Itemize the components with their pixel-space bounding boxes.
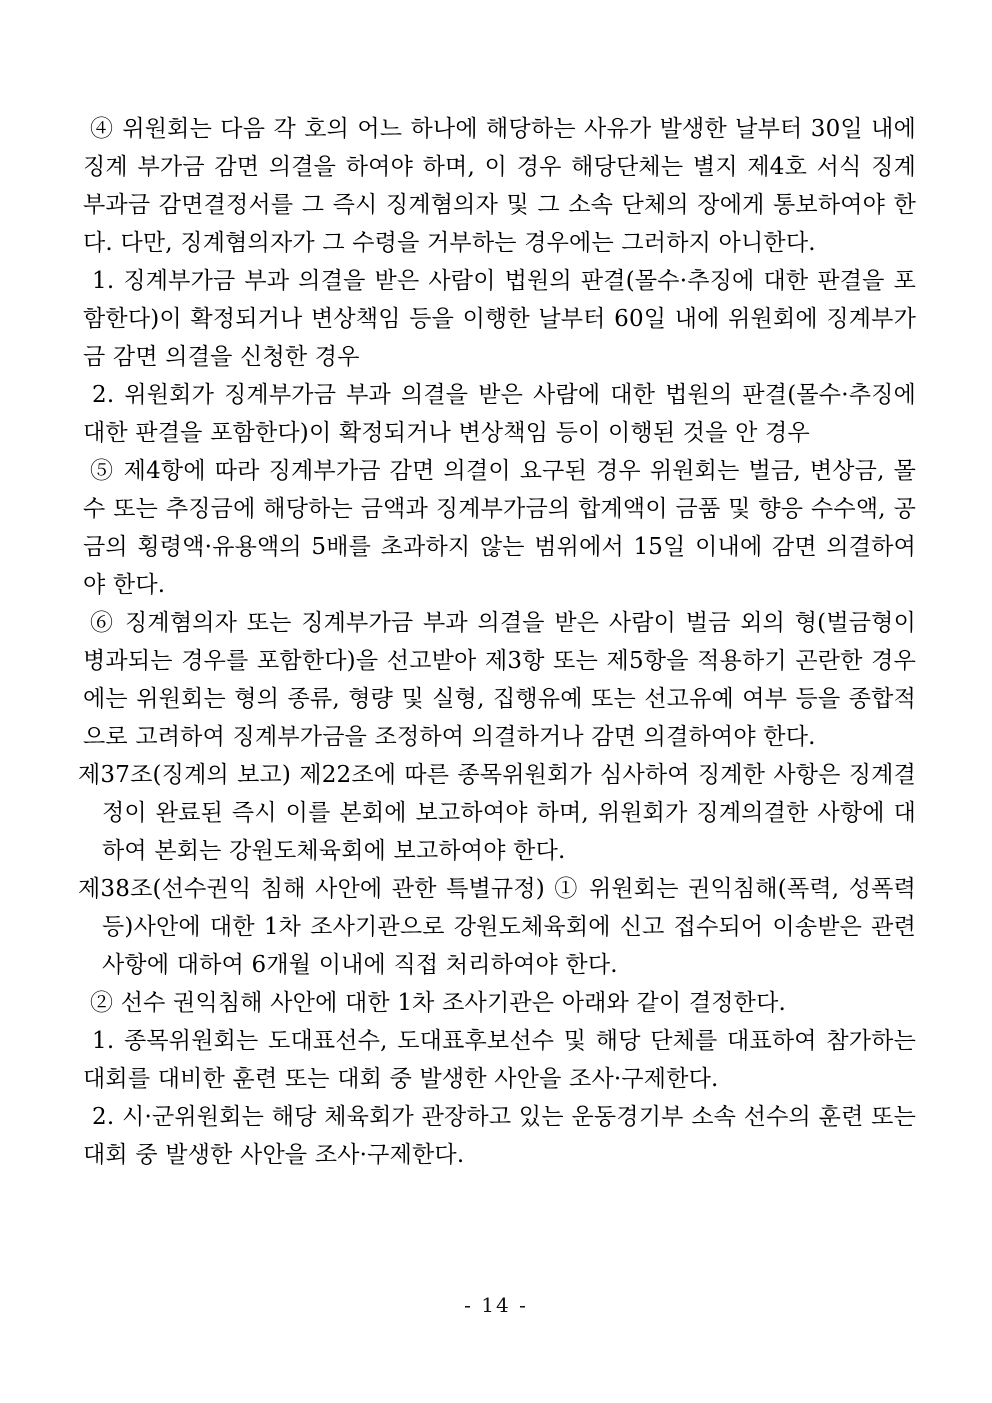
paragraph-item-1b: 1. 종목위원회는 도대표선수, 도대표후보선수 및 해당 단체를 대표하여 참가하는 대회를 대비한 훈련 또는 대회 중 발생한 사안을 조사·구제한다. [83, 1028, 916, 1092]
paragraph-clause-6: ⑥ 징계혐의자 또는 징계부가금 부과 의결을 받은 사람이 벌금 외의 형(벌금형이 병과되는 경우를 포함한다)을 선고받아 제3항 또는 제5항을 적용하기 곤란한 경우에는 위원회는 형의 종류, 형량 및 실형, 집행유예 또는 선고유예 여부 등을 종합적으로 고려하여 징계부가금을 조정하여 의결하거나 감면 의결하여야 한다. [83, 610, 916, 750]
document-body [78, 110, 916, 1174]
paragraph-clause-5: ⑤ 제4항에 따라 징계부가금 감면 의결이 요구된 경우 위원회는 벌금, 변상금, 몰수 또는 추징금에 해당하는 금액과 징계부가금의 합계액이 금품 및 향응 수수액, 공금의 횡령액·유용액의 5배를 초과하지 않는 범위에서 15일 이내에 감면 의결하여야 한다. [83, 458, 916, 598]
paragraph-item-2b: 2. 시·군위원회는 해당 체육회가 관장하고 있는 운동경기부 소속 선수의 훈련 또는 대회 중 발생한 사안을 조사·구제한다. [83, 1104, 916, 1168]
paragraph-item-1: 1. 징계부가금 부과 의결을 받은 사람이 법원의 판결(몰수·추징에 대한 판결을 포함한다)이 확정되거나 변상책임 등을 이행한 날부터 60일 내에 위원회에 징계부가금 감면 의결을 신청한 경우 [83, 268, 916, 370]
page-number: - 14 - [464, 1293, 528, 1317]
paragraph-clause-2: ② 선수 권익침해 사안에 대한 1차 조사기관은 아래와 같이 결정한다. [90, 990, 787, 1016]
paragraph-article-38: 제38조(선수권익 침해 사안에 관한 특별규정) ① 위원회는 권익침해(폭력, 성폭력 등)사안에 대한 1차 조사기관으로 강원도체육회에 신고 접수되어 이송받은 관련 사항에 대하여 6개월 이내에 직접 처리하여야 한다. [78, 876, 916, 978]
paragraph-clause-4: ④ 위원회는 다음 각 호의 어느 하나에 해당하는 사유가 발생한 날부터 30일 내에 징계 부가금 감면 의결을 하여야 하며, 이 경우 해당단체는 별지 제4호 서식 징계 부과금 감면결정서를 그 즉시 징계혐의자 및 그 소속 단체의 장에게 통보하여야 한다. 다만, 징계혐의자가 그 수령을 거부하는 경우에는 그러하지 아니한다. [83, 116, 916, 256]
paragraph-item-2: 2. 위원회가 징계부가금 부과 의결을 받은 사람에 대한 법원의 판결(몰수·추징에 대한 판결을 포함한다)이 확정되거나 변상책임 등이 이행된 것을 안 경우 [83, 382, 916, 446]
paragraph-article-37: 제37조(징계의 보고) 제22조에 따른 종목위원회가 심사하여 징계한 사항은 징계결정이 완료된 즉시 이를 본회에 보고하여야 하며, 위원회가 징계의결한 사항에 대하여 본회는 강원도체육회에 보고하여야 한다. [78, 762, 916, 864]
